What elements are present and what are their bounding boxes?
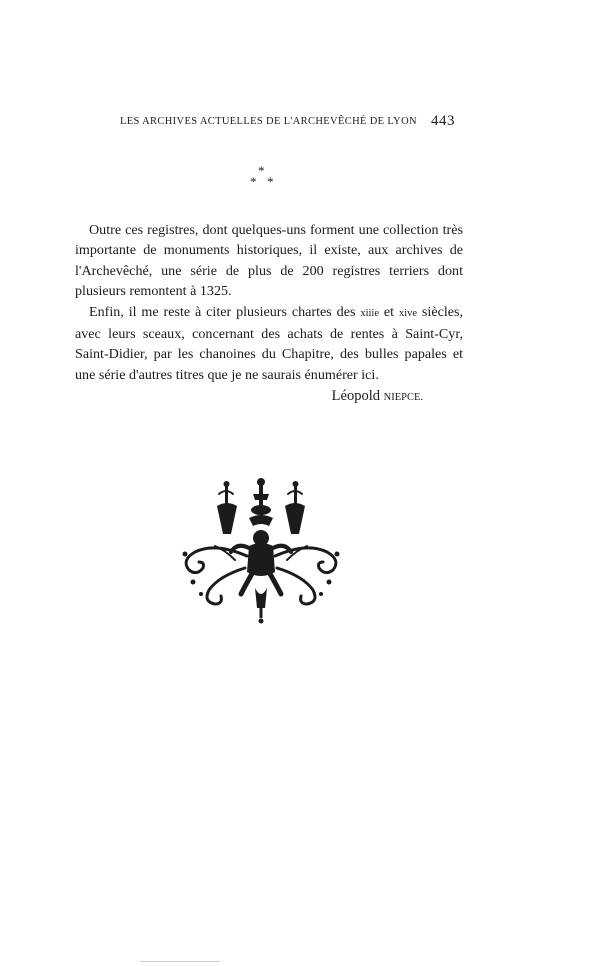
asterism-star: *: [258, 163, 265, 178]
paragraph-registers: Outre ces registres, dont quelques-uns forment une collection très importante de monuments historiques, il existe, aux archives de l'Archevêché, une série de plus de 200 registres terriers dont plusieurs remontent à 1325.: [75, 222, 463, 300]
asterism-separator: [246, 164, 282, 194]
page-number: 443: [431, 113, 455, 129]
footer-rule: [140, 961, 220, 962]
asterism-star: *: [250, 174, 257, 189]
charters-text-1: Enfin, il me reste à citer plusieurs chartes des: [89, 303, 361, 320]
author-signature: [332, 388, 423, 405]
author-first-name: Léopold: [331, 388, 380, 404]
running-title: LES ARCHIVES ACTUELLES DE L'ARCHEVÊCHÉ DE LYON: [120, 116, 417, 127]
author-surname: NIEPCE.: [383, 392, 423, 403]
century-fourteenth: xive: [398, 307, 418, 319]
paragraph-charters: [75, 302, 463, 386]
charters-text-2: et: [379, 303, 399, 320]
asterism-star: *: [267, 174, 274, 189]
charters-text-3: siècles, avec leurs sceaux, concernant des achats de rentes à Saint-Cyr, Saint-Didier, par les chanoines du Chapitre, des bulles papales et une série d'autres titres que je ne saurais énumérer ici.: [75, 303, 464, 383]
body-text: [75, 220, 463, 385]
floral-vignette-icon: [175, 476, 347, 626]
century-thirteenth: xiiie: [360, 307, 379, 319]
running-head: [120, 113, 455, 133]
